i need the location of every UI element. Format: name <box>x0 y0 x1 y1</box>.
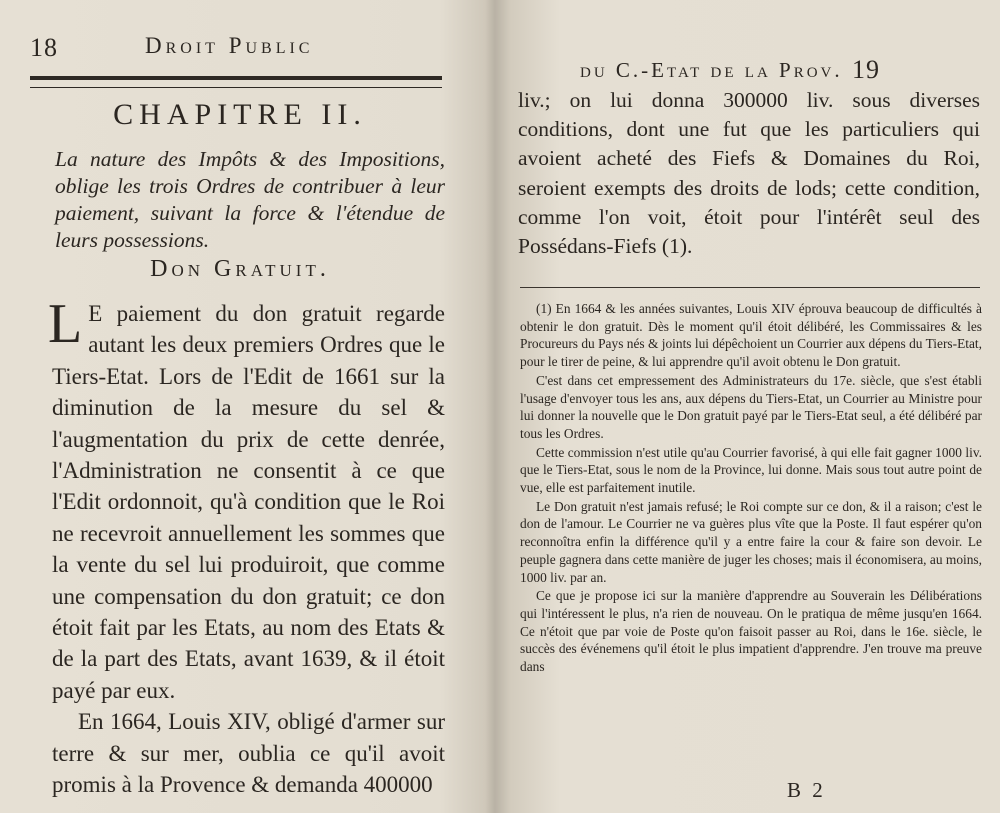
right-page <box>500 0 1000 813</box>
drop-cap: L <box>48 293 83 355</box>
running-head-right: du C.-Etat de la Prov. <box>580 58 843 82</box>
footnote-paragraph: C'est dans cet empressement des Administrateurs du 17e. siècle, que s'est établi l'usage d'envoyer tous les ans, aux dépens du Tiers-Etat, un Courrier au Ministre pour lui donner la nouvelle que le Don gratuit payé par le Tiers-Etat seul, a été délibéré par tous les Ordres. <box>520 372 982 441</box>
signature-mark: B 2 <box>787 778 826 802</box>
paragraph-1-text: E paiement du don gratuit regarde autant les deux premiers Ordres que le Tiers-Etat. Lors de l'Edit de 1661 sur la diminution de la mesure du sel & l'augmentation du prix de cette denrée, l'Administration ne consentit à ce que l'Edit ordonnoit, qu'à condition que le Roi ne recevroit annuellement les sommes que la vente du sel lui produiroit, que comme une compensation du don gratuit; ce don étoit fait par les Etats, au nom des Etats & de la part des Etats, avant 1639, & il étoit payé par eux. <box>52 301 445 703</box>
footnote <box>520 300 982 677</box>
footnote-rule <box>520 287 980 288</box>
page-number-left: 18 <box>30 33 58 62</box>
left-page <box>0 0 485 813</box>
footnote-paragraph: (1) En 1664 & les années suivantes, Louis XIV éprouva beaucoup de difficultés à obtenir le don gratuit. Dès le moment qu'il étoit délibéré, les Commissaires & les Procureurs du Pays nés & joints lui dépêchoient un Courrier aux dépens du Tiers-Etat, pour le tirer de peine, & lui apprendre qu'il avoit obtenu le Don gratuit. <box>520 301 982 370</box>
chapter-title: CHAPITRE II. <box>113 98 367 131</box>
chapter-summary: La nature des Impôts & des Impositions, oblige les trois Ordres de contribuer à leur paiement, suivant la force & l'étendue de leurs possessions. <box>55 147 445 252</box>
footnote-paragraph: Le Don gratuit n'est jamais refusé; le Roi compte sur ce don, & il a raison; c'est le don de l'amour. Le Courrier ne va guères plus vîte que la Poste. Il faut espérer qu'on reconnoîtra enfin la différence qu'il y a entre faire la cour & faire son devoir. Le peuple gagnera dans cette manière de juger les choses; mais il économisera, au moins, 1000 liv. par an. <box>520 498 982 585</box>
paragraph-1 <box>48 293 445 706</box>
body-text-left <box>48 293 445 801</box>
running-head-left: Droit Public <box>145 33 314 58</box>
footnote-paragraph: Cette commission n'est utile qu'au Courrier favorisé, à qui elle fait gagner 1000 liv. que le Tiers-Etat, sous le nom de la Province, lui donne. Mais sous tout autre point de vue, elle est parfaitement inutile. <box>520 444 982 496</box>
section-title: Don Gratuit. <box>150 256 330 282</box>
page-number-right: 19 <box>852 55 880 84</box>
paragraph-2: En 1664, Louis XIV, obligé d'armer sur terre & sur mer, oublia ce qu'il avoit promis à la Provence & demanda 400000 <box>52 709 445 798</box>
body-text-right: liv.; on lui donna 300000 liv. sous diverses conditions, dont une fut que les particuliers qui avoient acheté des Fiefs & Domaines du Roi, seroient exempts des droits de lods; cette condition, comme l'on voit, étoit pour l'intérêt seul des Possédans-Fiefs (1). <box>518 88 980 259</box>
footnote-paragraph: Ce que je propose ici sur la manière d'apprendre au Souverain les Délibérations qui l'intéressent le plus, n'a rien de nouveau. On le pratiqua de même jusqu'en 1664. Ce n'étoit que par voie de Poste qu'on faisoit passer au Roi, dans le 16e. siècle, le succès des événemens qu'il étoit le plus impatient d'apprendre. J'en trouve ma preuve dans <box>520 588 982 675</box>
header-rule <box>30 76 442 88</box>
